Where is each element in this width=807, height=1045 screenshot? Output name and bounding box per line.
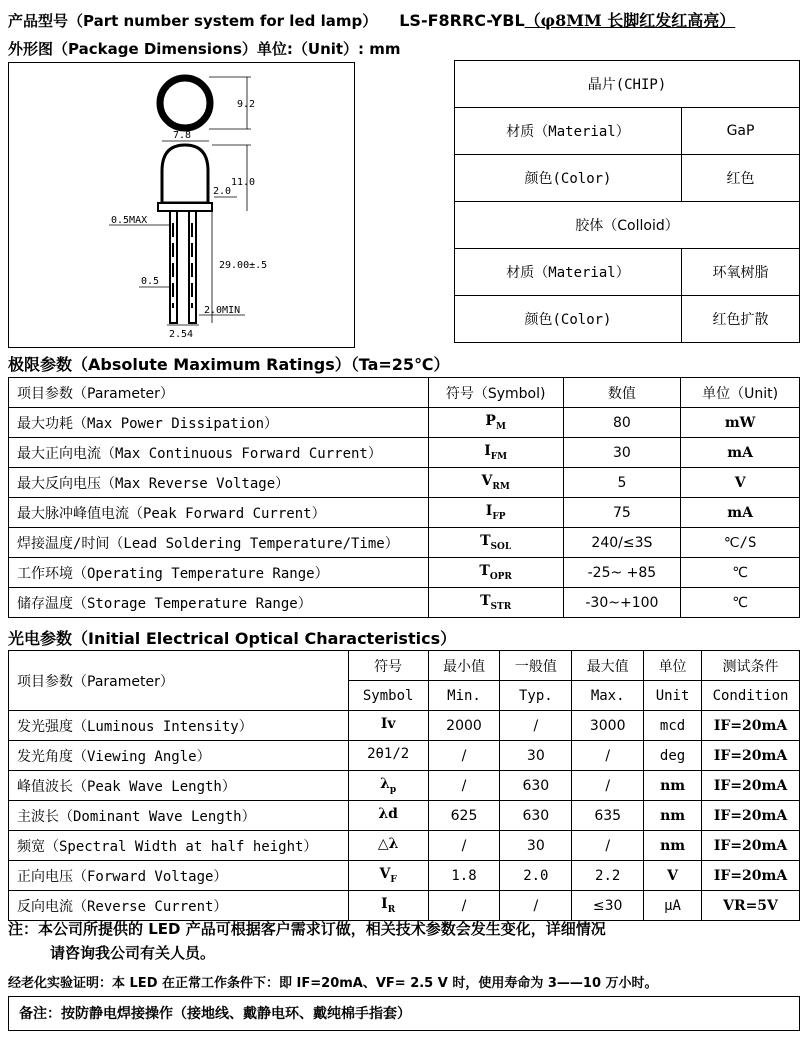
aging-note: 经老化实验证明：本 LED 在正常工作条件下：即 IF=20mA、VF= 2.5 V 时，使用寿命为 3——10 万小时。 <box>8 976 658 991</box>
opt-header-max-en: Max. <box>572 681 644 711</box>
opt-header-typ-en: Typ. <box>500 681 572 711</box>
opt-header-cond-en: Condition <box>702 681 800 711</box>
max-header-param: 项目参数（Parameter） <box>9 378 429 408</box>
dim-flange-label: 2.0 <box>213 186 232 197</box>
led-lens <box>162 145 208 203</box>
opt-header-typ: 一般值 <box>500 651 572 681</box>
opt-header-unit-en: Unit <box>644 681 702 711</box>
led-flange <box>158 203 212 211</box>
table-row: 最大正向电流（Max Continuous Forward Current） $I_{FM}$ 30 mA <box>9 438 800 468</box>
chip-material-label: 材质（Material） <box>455 108 682 155</box>
table-row: 峰值波长（Peak Wave Length） $\lambda_p$ / 630 / nm IF=20mA <box>9 771 800 801</box>
max-header-value: 数值 <box>563 378 681 408</box>
dim-pitch-label: 2.54 <box>169 329 194 340</box>
max-ratings-table <box>8 377 800 618</box>
package-drawing <box>8 62 355 348</box>
dim-lead-label: 0.5 <box>141 276 160 287</box>
opt-header-param: 项目参数（Parameter） <box>9 651 349 711</box>
part-description: （φ8MM 长脚红发红高亮） <box>524 11 736 30</box>
table-row: 频宽（Spectral Width at half height） △λ / 30 / nm IF=20mA <box>9 831 800 861</box>
chip-colloid-table <box>454 60 800 343</box>
opt-header-unit: 单位 <box>644 651 702 681</box>
part-number: LS-F8RRC-YBL（φ8MM 长脚红发红高亮） <box>399 11 736 30</box>
dim-height-label: 11.0 <box>231 177 256 188</box>
table-row: 反向电流（Reverse Current） $I_R$ / / ≤30 μA VR=5V <box>9 891 800 921</box>
opt-header-symbol: 符号 <box>348 651 428 681</box>
dim-width-label: 7.8 <box>173 130 192 141</box>
chip-material-value: GaP <box>682 108 800 155</box>
opt-header-max: 最大值 <box>572 651 644 681</box>
dim-min-label: 2.0MIN <box>204 305 241 316</box>
max-header-symbol: 符号（Symbol) <box>428 378 563 408</box>
table-row: 正向电压（Forward Voltage） $V_F$ 1.8 2.0 2.2 V IF=20mA <box>9 861 800 891</box>
table-row: 最大功耗（Max Power Dissipation） $P_M$ 80 mW <box>9 408 800 438</box>
optical-title: 光电参数（Initial Electrical Optical Characteristics） <box>8 629 457 648</box>
colloid-header: 胶体（Colloid） <box>455 202 800 249</box>
page-title <box>8 8 735 31</box>
table-row: 工作环境（Operating Temperature Range） $T_{OPR}$ -25~ +85 ℃ <box>9 558 800 588</box>
table-row: 储存温度（Storage Temperature Range） $T_{STR}$ -30~+100 ℃ <box>9 588 800 618</box>
colloid-color-label: 颜色(Color) <box>455 296 682 343</box>
package-title: 外形图（Package Dimensions）单位:（Unit）: mm <box>8 40 401 58</box>
dim-max-label: 0.5MAX <box>111 215 148 226</box>
note-line-1: 注：本公司所提供的 LED 产品可根据客户需求订做，相关技术参数会发生变化，详细情况 <box>8 920 606 938</box>
colloid-material-label: 材质（Material） <box>455 249 682 296</box>
chip-color-label: 颜色(Color) <box>455 155 682 202</box>
led-drawing <box>9 63 354 347</box>
opt-header-cond: 测试条件 <box>702 651 800 681</box>
chip-header: 晶片(CHIP) <box>455 61 800 108</box>
top-view-ring <box>160 78 210 128</box>
title-label: 产品型号（Part number system for led lamp） <box>8 12 378 30</box>
optical-table <box>8 650 800 921</box>
opt-header-min: 最小值 <box>428 651 500 681</box>
chip-color-value: 红色 <box>682 155 800 202</box>
colloid-material-value: 环氧树脂 <box>682 249 800 296</box>
colloid-color-value: 红色扩散 <box>682 296 800 343</box>
opt-header-min-en: Min. <box>428 681 500 711</box>
max-header-unit: 单位（Unit) <box>681 378 800 408</box>
memo-box: 备注：按防静电焊接操作（接地线、戴静电环、戴纯棉手指套） <box>8 996 800 1031</box>
table-row: 最大脉冲峰值电流（Peak Forward Current） $I_{FP}$ 75 mA <box>9 498 800 528</box>
dim-length-label: 29.00±.5 <box>219 260 268 271</box>
max-ratings-title: 极限参数（Absolute Maximum Ratings）（Ta=25℃） <box>8 355 450 374</box>
table-row: 焊接温度/时间（Lead Soldering Temperature/Time） $T_{SOL}$ 240/≤3S ℃/S <box>9 528 800 558</box>
table-row: 发光角度（Viewing Angle） 2θ1/2 / 30 / deg IF=20mA <box>9 741 800 771</box>
table-row: 主波长（Dominant Wave Length） λd 625 630 635 nm IF=20mA <box>9 801 800 831</box>
table-row: 发光强度（Luminous Intensity） Iv 2000 / 3000 mcd IF=20mA <box>9 711 800 741</box>
table-row: 最大反向电压（Max Reverse Voltage） $V_{RM}$ 5 V <box>9 468 800 498</box>
dim-top-label: 9.2 <box>237 99 256 110</box>
opt-header-symbol-en: Symbol <box>348 681 428 711</box>
note-line-2: 请咨询我公司有关人员。 <box>50 944 216 962</box>
